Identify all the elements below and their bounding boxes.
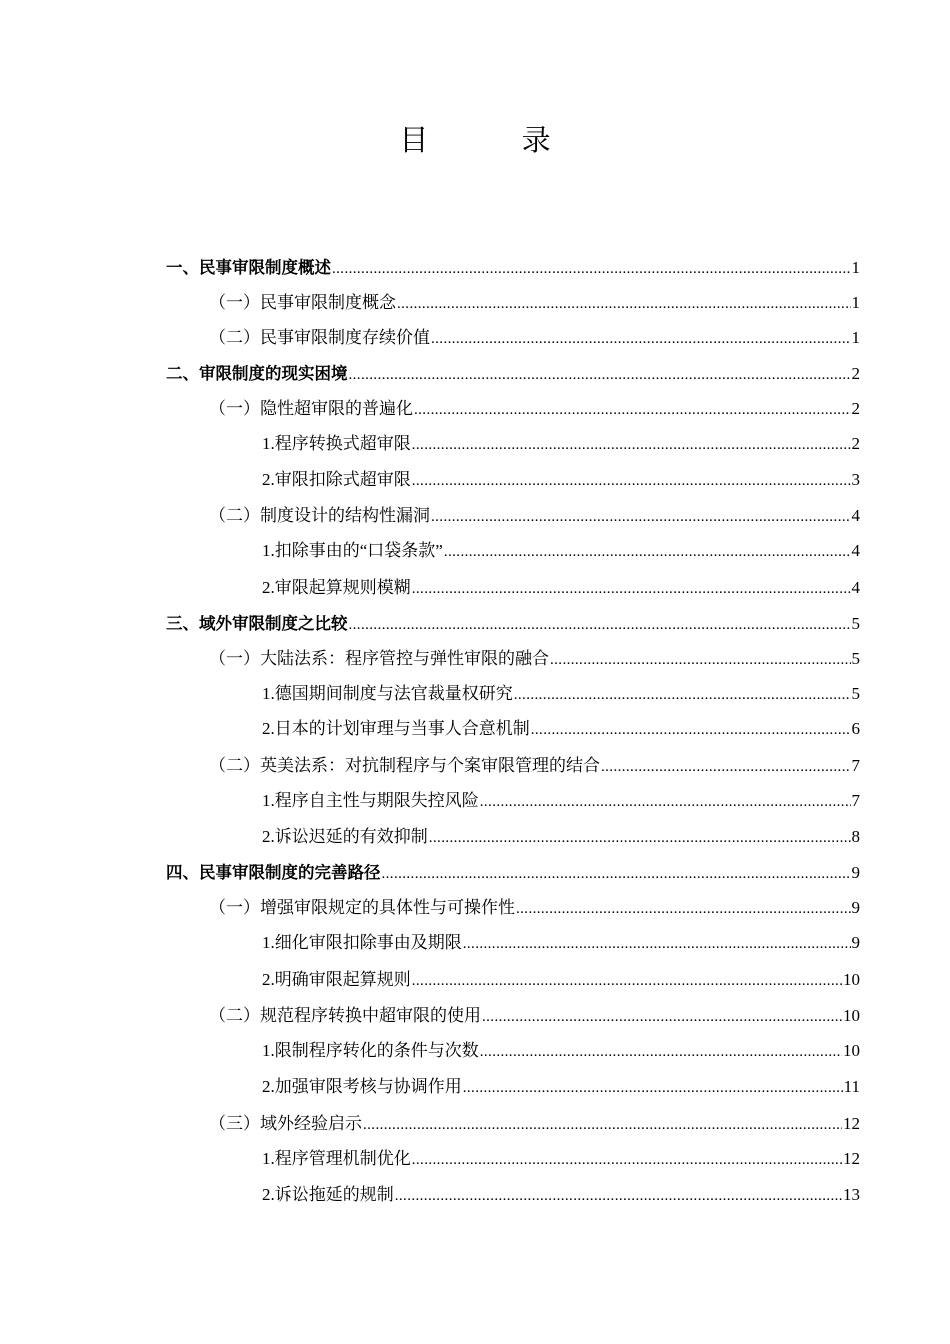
dot-leader (332, 251, 851, 287)
toc-entry[interactable] (262, 783, 860, 819)
toc-entry-text: （一）民事审限制度概念 (209, 293, 396, 312)
dot-leader (412, 463, 851, 499)
toc-page-number: 4 (851, 578, 860, 597)
toc-entry-text: 2.诉讼拖延的规制 (262, 1185, 394, 1204)
dot-leader (516, 891, 851, 927)
toc-entry-text: 一、民事审限制度概述 (166, 258, 331, 277)
toc-page-number: 1 (851, 293, 860, 312)
dot-leader (349, 357, 851, 393)
toc-entry-text: （一）增强审限规定的具体性与可操作性 (209, 898, 515, 917)
toc-page-number: 12 (843, 1114, 860, 1133)
toc-page-number: 2 (851, 434, 860, 453)
toc-page-number: 1 (851, 258, 860, 277)
dot-leader (382, 856, 851, 892)
toc-entry-text: （一）隐性超审限的普遍化 (209, 399, 413, 418)
toc-entry-text: 1.程序自主性与期限失控风险 (262, 791, 479, 810)
toc-entry[interactable] (262, 819, 860, 855)
toc-entry[interactable] (209, 890, 860, 926)
toc-page-number: 8 (851, 827, 860, 846)
toc-entry-text: 2.加强审限考核与协调作用 (262, 1077, 462, 1096)
toc-entry[interactable] (262, 426, 860, 462)
toc-page-number: 5 (851, 614, 860, 633)
toc-entry[interactable] (166, 250, 860, 286)
dot-leader (349, 607, 851, 643)
toc-entry-text: 1.限制程序转化的条件与次数 (262, 1041, 479, 1060)
toc-entry[interactable] (262, 1069, 860, 1105)
toc-entry[interactable] (209, 285, 860, 321)
toc-entry-text: 1.程序管理机制优化 (262, 1149, 411, 1168)
toc-entry[interactable] (209, 748, 860, 784)
toc-entry[interactable] (262, 1033, 860, 1069)
toc-entry-text: （二）民事审限制度存续价值 (209, 328, 430, 347)
dot-leader (431, 321, 851, 357)
toc-entry[interactable] (262, 676, 860, 712)
toc-page-number: 9 (851, 863, 860, 882)
toc-page-number: 12 (843, 1149, 860, 1168)
toc-entry[interactable] (209, 498, 860, 534)
toc-entry[interactable] (262, 1141, 860, 1177)
toc-entry-text: 1.程序转换式超审限 (262, 434, 411, 453)
toc-entry[interactable] (262, 570, 860, 606)
toc-page-number: 1 (851, 328, 860, 347)
toc-page-number: 10 (843, 1006, 860, 1025)
toc-entry[interactable] (209, 391, 860, 427)
toc-entry-text: 2.诉讼迟延的有效抑制 (262, 827, 428, 846)
toc-page-number: 9 (851, 933, 860, 952)
dot-leader (412, 571, 851, 607)
dot-leader (463, 1070, 843, 1106)
dot-leader (429, 820, 851, 856)
toc-entry[interactable] (262, 711, 860, 747)
toc-entry[interactable] (262, 533, 860, 569)
dot-leader (550, 642, 851, 678)
toc-entry[interactable] (209, 320, 860, 356)
dot-leader (412, 1142, 842, 1178)
dot-leader (412, 963, 842, 999)
toc-page-number: 6 (851, 719, 860, 738)
toc-entry[interactable] (166, 356, 860, 392)
toc-entry[interactable] (209, 1106, 860, 1142)
toc-entry[interactable] (209, 998, 860, 1034)
dot-leader (514, 677, 851, 713)
toc-entry[interactable] (166, 855, 860, 891)
toc-entry-text: （三）域外经验启示 (209, 1114, 362, 1133)
toc-page-number: 4 (851, 506, 860, 525)
page-title: 目 录 (399, 123, 593, 157)
toc-entry-text: （一）大陆法系：程序管控与弹性审限的融合 (209, 649, 549, 668)
toc-page-number: 9 (851, 898, 860, 917)
toc-page-number: 5 (851, 684, 860, 703)
toc-entry[interactable] (262, 1177, 860, 1213)
toc-page-number: 10 (843, 1041, 860, 1060)
toc-page-number: 5 (851, 649, 860, 668)
toc-page-number: 2 (851, 364, 860, 383)
toc-entry-text: 2.日本的计划审理与当事人合意机制 (262, 719, 530, 738)
toc-entry[interactable] (262, 925, 860, 961)
toc-page-number: 13 (843, 1185, 860, 1204)
toc-entry-text: 2.审限扣除式超审限 (262, 470, 411, 489)
toc-entry-text: 四、民事审限制度的完善路径 (166, 863, 381, 882)
dot-leader (397, 286, 851, 322)
toc-entry-text: （二）制度设计的结构性漏洞 (209, 506, 430, 525)
toc-entry-text: 三、域外审限制度之比较 (166, 614, 348, 633)
toc-entry-text: （二）规范程序转换中超审限的使用 (209, 1006, 481, 1025)
toc-page-number: 11 (843, 1077, 860, 1096)
toc-page-number: 10 (843, 970, 860, 989)
toc-entry-text: 1.德国期间制度与法官裁量权研究 (262, 684, 513, 703)
dot-leader (431, 499, 851, 535)
dot-leader (363, 1107, 842, 1143)
toc-entry[interactable] (166, 606, 860, 642)
toc-entry-text: 2.审限起算规则模糊 (262, 578, 411, 597)
dot-leader (412, 427, 851, 463)
toc-page-number: 7 (851, 756, 860, 775)
dot-leader (482, 999, 842, 1035)
toc-entry-text: 二、审限制度的现实困境 (166, 364, 348, 383)
dot-leader (601, 749, 851, 785)
dot-leader (531, 712, 851, 748)
toc-page-number: 3 (851, 470, 860, 489)
toc-page-number: 2 (851, 399, 860, 418)
dot-leader (395, 1178, 842, 1214)
dot-leader (444, 534, 851, 570)
toc-entry[interactable] (262, 462, 860, 498)
toc-entry-text: 1.细化审限扣除事由及期限 (262, 933, 462, 952)
toc-entry-text: 1.扣除事由的“口袋条款” (262, 541, 443, 560)
dot-leader (463, 926, 851, 962)
dot-leader (480, 1034, 842, 1070)
toc-page-number: 7 (851, 791, 860, 810)
toc-entry-text: （二）英美法系：对抗制程序与个案审限管理的结合 (209, 756, 600, 775)
toc-page-number: 4 (851, 541, 860, 560)
dot-leader (414, 392, 851, 428)
toc-entry-text: 2.明确审限起算规则 (262, 970, 411, 989)
toc-entry[interactable] (209, 641, 860, 677)
toc-entry[interactable] (262, 962, 860, 998)
dot-leader (480, 784, 851, 820)
